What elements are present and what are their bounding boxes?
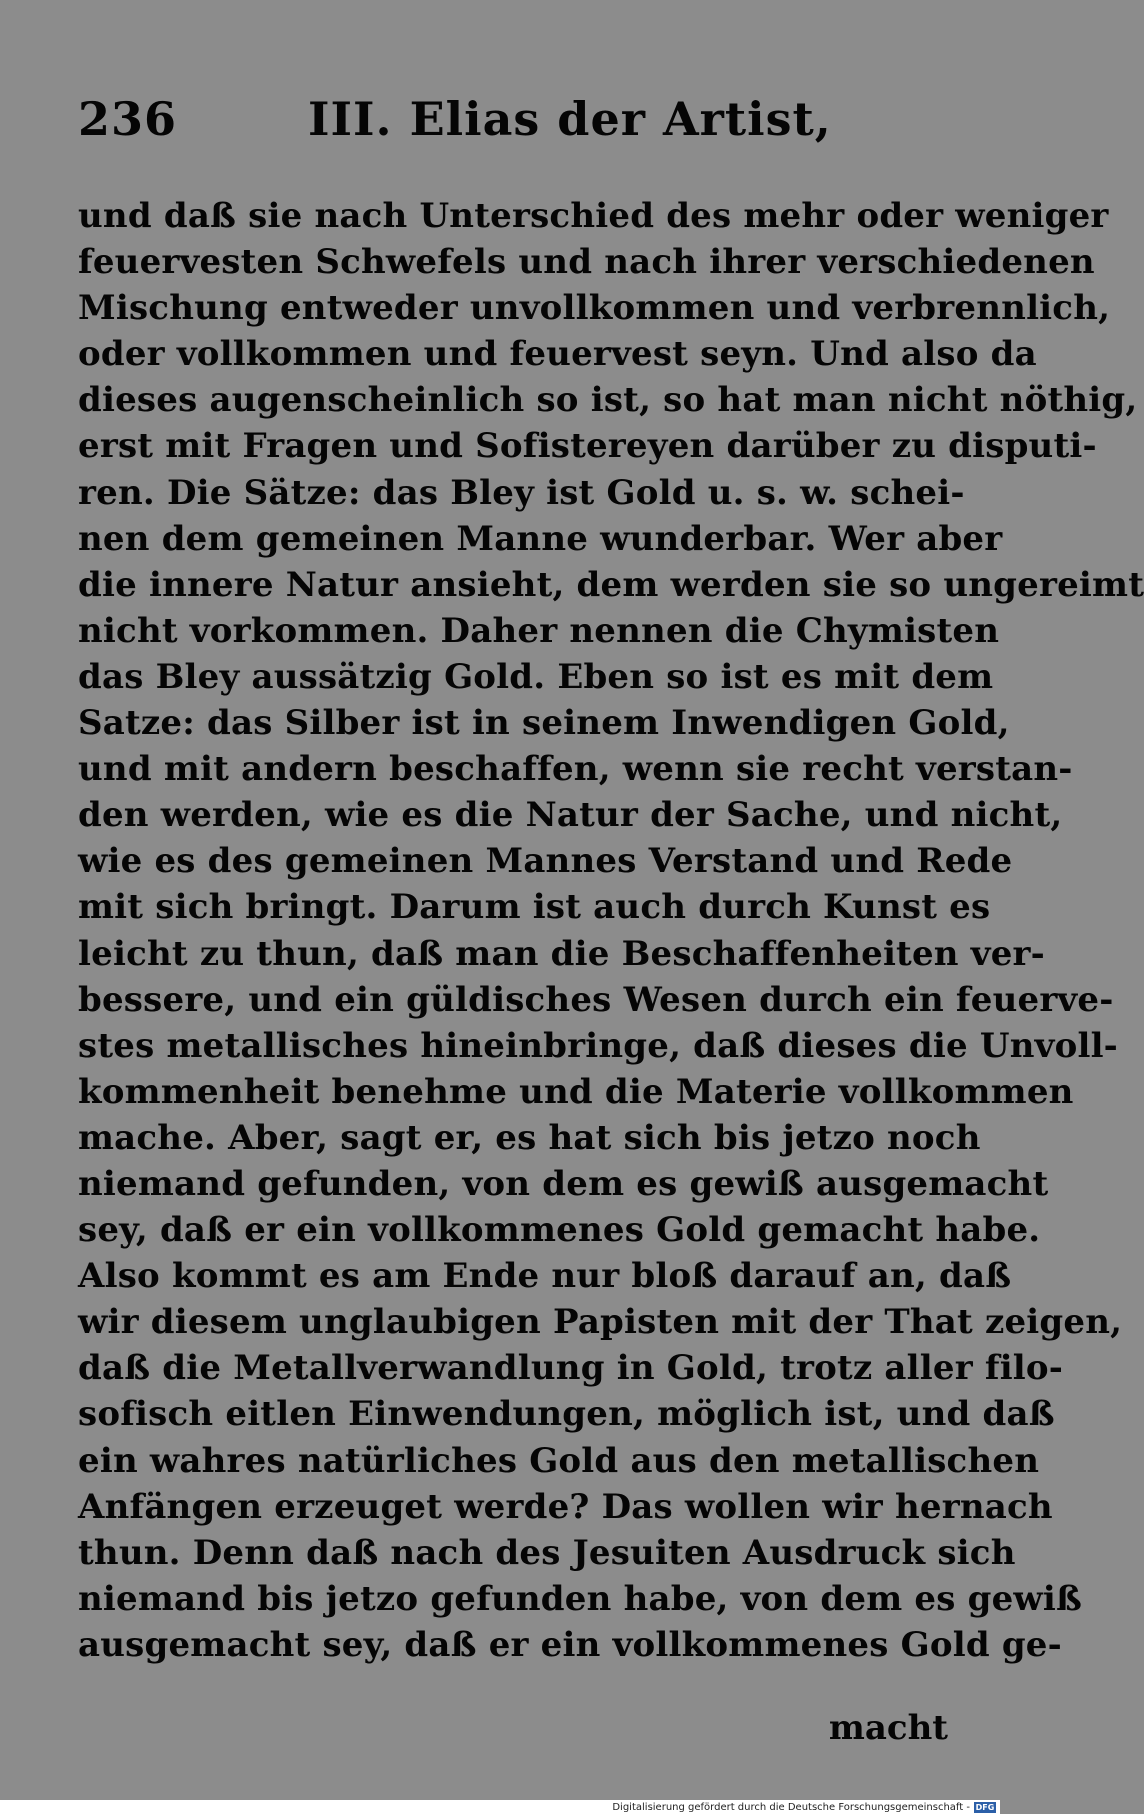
text-line: leicht zu thun, daß man die Beschaffenheiten ver- xyxy=(78,933,1045,974)
text-line: sofisch eitlen Einwendungen, möglich ist, und daß xyxy=(78,1394,1055,1435)
text-line: die innere Natur ansieht, dem werden sie so ungereimt xyxy=(78,564,1144,605)
text-line: und daß sie nach Unterschied des mehr oder weniger xyxy=(78,196,1109,236)
page-header xyxy=(78,92,958,162)
text-line: Satze: das Silber ist in seinem Inwendigen Gold, xyxy=(78,703,1010,744)
body-text xyxy=(78,193,1144,1668)
catchword: macht xyxy=(828,1708,948,1748)
text-line: dieses augenscheinlich so ist, so hat man nicht nöthig, xyxy=(78,380,1138,421)
page-number: 236 xyxy=(78,92,178,146)
text-line: mache. Aber, sagt er, es hat sich bis jetzo noch xyxy=(78,1117,981,1158)
text-line: das Bley aussätzig Gold. Eben so ist es mit dem xyxy=(78,656,994,697)
text-line: oder vollkommen und feuervest seyn. Und also da xyxy=(78,334,1037,375)
text-line: nicht vorkommen. Daher nennen die Chymisten xyxy=(78,610,1000,651)
text-line: sey, daß er ein vollkommenes Gold gemacht habe. xyxy=(78,1210,1041,1251)
text-line: mit sich bringt. Darum ist auch durch Kunst es xyxy=(78,887,991,928)
text-line: bessere, und ein güldisches Wesen durch ein feuerve- xyxy=(78,979,1114,1020)
text-line: wir diesem unglaubigen Papisten mit der That zeigen, xyxy=(78,1302,1123,1343)
text-line: Mischung entweder unvollkommen und verbrennlich, xyxy=(78,288,1111,329)
text-line: ein wahres natürliches Gold aus den metallischen xyxy=(78,1440,1040,1481)
dfg-logo-icon: DFG xyxy=(975,1803,995,1812)
text-line: daß die Metallverwandlung in Gold, trotz aller filo- xyxy=(78,1348,1064,1389)
text-line: kommenheit benehme und die Materie vollkommen xyxy=(78,1071,1074,1112)
text-line: erst mit Fragen und Sofistereyen darüber zu disputi- xyxy=(78,426,1097,467)
digitization-credit: Digitalisierung gefördert durch die Deutsche Forschungsgemeinschaft - xyxy=(612,1802,970,1813)
text-line: niemand bis jetzo gefunden habe, von dem es gewiß xyxy=(78,1578,1083,1619)
text-line: thun. Denn daß nach des Jesuiten Ausdruck sich xyxy=(78,1532,1016,1573)
text-line: niemand gefunden, von dem es gewiß ausgemacht xyxy=(78,1163,1049,1204)
text-line: ren. Die Sätze: das Bley ist Gold u. s. w. schei- xyxy=(78,472,965,513)
text-line: nen dem gemeinen Manne wunderbar. Wer aber xyxy=(78,518,1003,559)
text-line: und mit andern beschaffen, wenn sie recht verstan- xyxy=(78,749,1073,790)
text-line: den werden, wie es die Natur der Sache, und nicht, xyxy=(78,795,1063,836)
text-line: wie es des gemeinen Mannes Verstand und Rede xyxy=(78,841,1013,882)
footer-bar xyxy=(0,1800,1000,1814)
text-line: feuervesten Schwefels und nach ihrer verschiedenen xyxy=(78,242,1095,283)
text-line: ausgemacht sey, daß er ein vollkommenes Gold ge- xyxy=(78,1624,1062,1665)
text-line: Anfängen erzeuget werde? Das wollen wir hernach xyxy=(78,1486,1053,1527)
running-head: III. Elias der Artist, xyxy=(308,92,832,146)
text-line: Also kommt es am Ende nur bloß darauf an, daß xyxy=(78,1256,1012,1297)
text-line: stes metallisches hineinbringe, daß dieses die Unvoll- xyxy=(78,1025,1118,1066)
